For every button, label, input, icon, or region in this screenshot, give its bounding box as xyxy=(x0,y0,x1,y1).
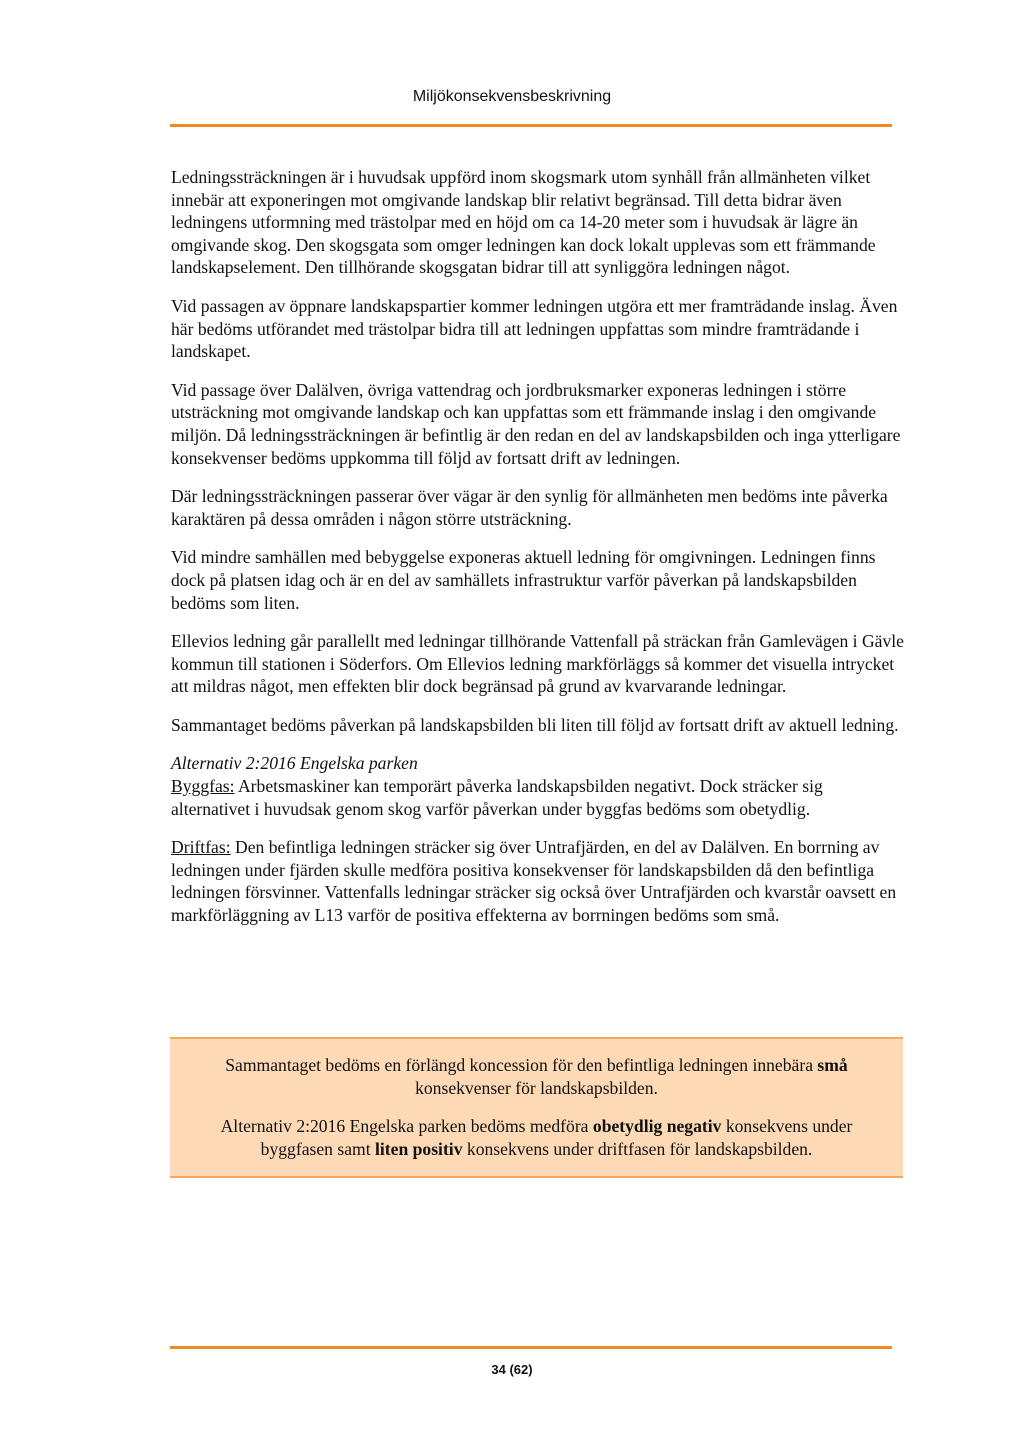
page-header-title: Miljökonsekvensbeskrivning xyxy=(412,88,612,105)
document-body xyxy=(171,166,905,927)
driftfas-paragraph xyxy=(171,836,905,926)
summary-bold: liten positiv xyxy=(375,1138,463,1159)
page-number: 34 (62) xyxy=(491,1362,533,1377)
summary-text: konsekvens under driftfasen för landskapsbilden. xyxy=(462,1138,813,1159)
summary-bold: små xyxy=(817,1055,848,1075)
paragraph: Där ledningssträckningen passerar över vägar är den synlig för allmänheten men bedöms inte påverka karaktären på dessa områden i någon större utsträckning. xyxy=(171,486,888,529)
paragraph: Ellevios ledning går parallellt med ledningar tillhörande Vattenfall på sträckan från Gamlevägen i Gävle kommun till stationen i Söderfors. Om Ellevios ledning markförläggs så kommer det visuella intrycket att mildras något, men effekten blir dock begränsad på grund av kvarvarande ledningar. xyxy=(171,631,904,697)
byggfas-paragraph xyxy=(171,775,905,820)
summary-text: Sammantaget bedöms en förlängd koncession för den befintliga ledningen innebära xyxy=(225,1055,818,1075)
paragraph: Vid mindre samhällen med bebyggelse exponeras aktuell ledning för omgivningen. Ledningen finns dock på platsen idag och är en del av samhällets infrastruktur varför påverkan på landskapsbilden bedöms som liten. xyxy=(171,547,876,613)
footer-rule xyxy=(170,1346,892,1349)
summary-text: konsekvens under byggfasen samt xyxy=(260,1116,853,1159)
summary-paragraph-1 xyxy=(190,1054,883,1099)
alternative-heading: Alternativ 2:2016 Engelska parken xyxy=(171,753,418,774)
driftfas-text: Den befintliga ledningen sträcker sig över Untrafjärden, en del av Dalälven. En borrning av ledningen under fjärden skulle medföra positiva konsekvenser för landskapsbilden då den befintliga ledningen försvinner. Vattenfalls ledningar sträcker sig också över Untrafjärden och kvarstår oavsett en markförläggning av L13 varför de positiva effekterna av borrningen bedöms som små. xyxy=(171,837,897,926)
byggfas-text: Arbetsmaskiner kan temporärt påverka landskapsbilden negativt. Dock sträcker sig alternativet i huvudsak genom skog varför påverkan under byggfas bedöms som obetydlig. xyxy=(171,776,823,819)
driftfas-label: Driftfas: xyxy=(171,837,231,858)
summary-bold: obetydlig negativ xyxy=(592,1116,722,1137)
summary-text: Alternativ 2:2016 Engelska parken bedöms medföra xyxy=(220,1116,593,1137)
summary-paragraph-2 xyxy=(190,1115,883,1160)
paragraph: Vid passagen av öppnare landskapspartier kommer ledningen utgöra ett mer framträdande inslag. Även här bedöms utförandet med trästolpar bidra till att ledningen uppfattas som mindre framträdande i landskapet. xyxy=(171,295,898,362)
summary-text: konsekvenser för landskapsbilden. xyxy=(415,1077,658,1098)
summary-box xyxy=(170,1037,903,1178)
paragraph: Vid passage över Dalälven, övriga vattendrag och jordbruksmarker exponeras ledningen i större utsträckning mot omgivande landskap och kan uppfattas som ett främmande inslag i den omgivande miljön. Då ledningssträckningen är befintlig är den redan en del av landskapsbilden och inga ytterligare konsekvenser bedöms uppkomma till följd av fortsatt drift av ledningen. xyxy=(171,379,901,468)
byggfas-label: Byggfas: xyxy=(171,776,235,797)
header-rule xyxy=(170,124,892,127)
paragraph: Sammantaget bedöms påverkan på landskapsbilden bli liten till följd av fortsatt drift av aktuell ledning. xyxy=(171,714,899,735)
paragraph: Ledningssträckningen är i huvudsak uppförd inom skogsmark utom synhåll från allmänheten vilket innebär att exponeringen mot omgivande landskap blir relativt begränsad. Till detta bidrar även ledningens utformning med trästolpar med en höjd om ca 14-20 meter som i huvudsak är lägre än omgivande skog. Den skogsgata som omger ledningen kan dock lokalt upplevas som ett främmande landskapselement. Den tillhörande skogsgatan bidrar till att synliggöra ledningen något. xyxy=(171,167,876,278)
